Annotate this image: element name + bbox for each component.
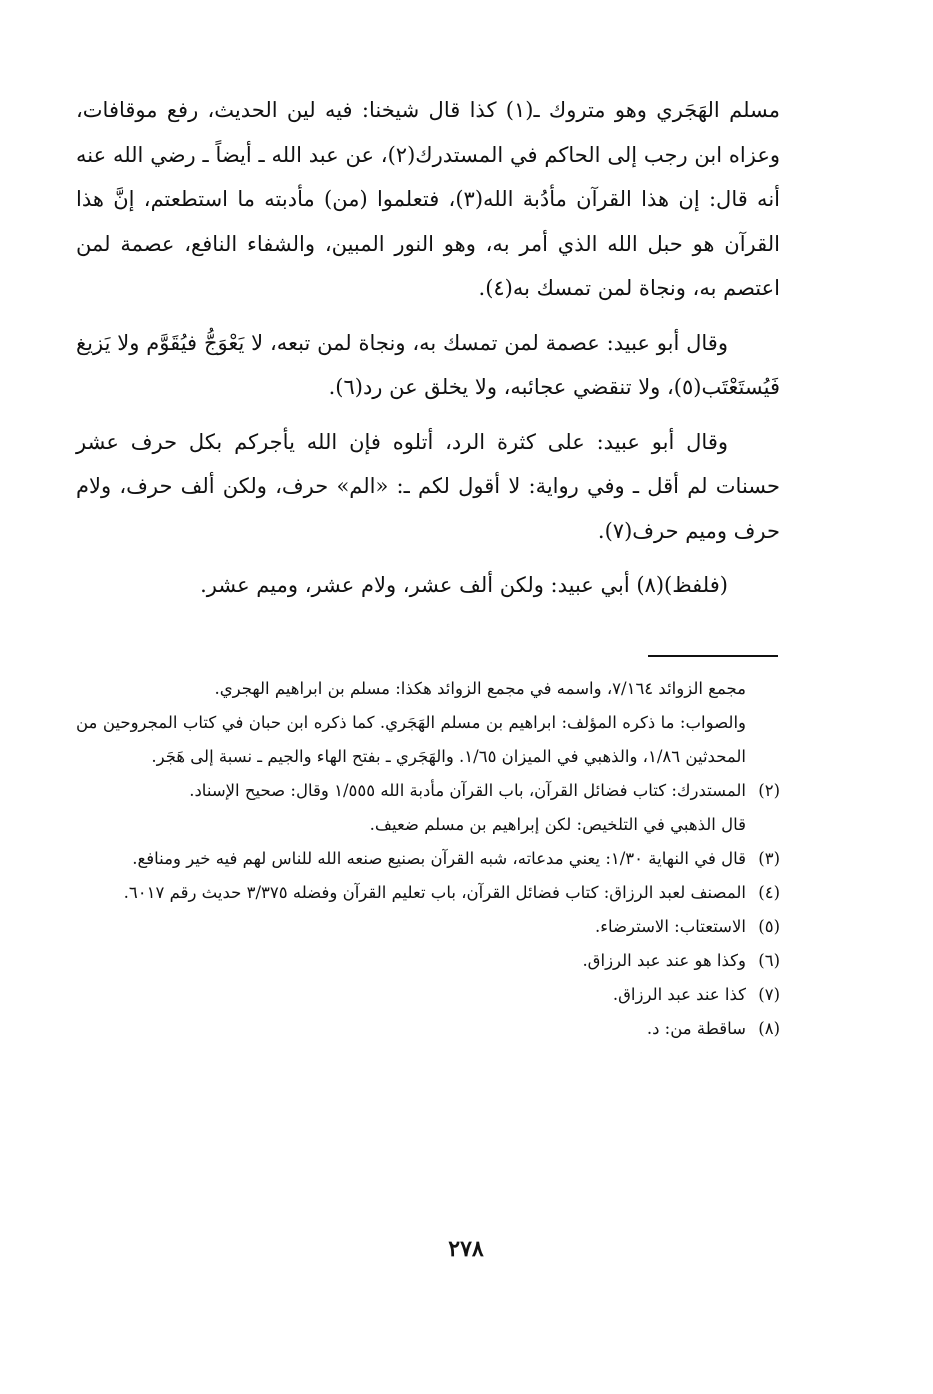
footnote-number: (٥) <box>758 917 780 936</box>
footnotes <box>76 672 780 1046</box>
paragraph-1: مسلم الهَجَري وهو متروك ـ(١) كذا قال شيخنا: فيه لين الحديث، رفع موقافات، وعزاه ابن رجب إلى الحاكم في المستدرك(٢)، عن عبد الله ـ أيضاً ـ رضي الله عنه أنه قال: إن هذا القرآن مأدُبة الله(٣)، فتعلموا (من) مأدبته ما استطعتم، إنَّ هذا القرآن هو حبل الله الذي أمر به، وهو النور المبين، والشفاء النافع، عصمة لمن اعتصم به، ونجاة لمن تمسك به(٤). <box>76 98 780 300</box>
footnote-line: الاستعتاب: الاسترضاء. <box>594 917 746 936</box>
footnote-number: (٤) <box>758 883 780 902</box>
footnote-line: قال في النهاية ١/٣٠: يعني مدعاته، شبه القرآن بصنيع صنعه الله للناس لهم فيه خير ومنافع. <box>132 849 746 868</box>
footnote-number: (٨) <box>758 1019 780 1038</box>
paragraph-2: وقال أبو عبيد: عصمة لمن تمسك به، ونجاة لمن تبعه، لا يَعْوَجُّ فيُقَوَّم ولا يَزيغ فَيُستَعْتَب(٥)، ولا تنقضي عجائبه، ولا يخلق عن رد(٦). <box>76 330 780 399</box>
footnote-7 <box>76 978 780 1012</box>
footnote-4 <box>76 876 780 910</box>
footnote-8 <box>76 1012 780 1046</box>
paragraph-4: (فلفظ)(٨) أبي عبيد: ولكن ألف عشر، ولام عشر، وميم عشر. <box>200 573 728 597</box>
footnote-number: (٧) <box>758 985 780 1004</box>
footnote-line: قال الذهبي في التلخيص: لكن إبراهيم بن مسلم ضعيف. <box>369 815 746 834</box>
footnote-divider <box>648 655 778 657</box>
footnote-number: (٣) <box>758 849 780 868</box>
footnote-line: مجمع الزوائد ٧/١٦٤، واسمه في مجمع الزوائد هكذا: مسلم بن ابراهيم الهجري. <box>214 679 746 698</box>
footnote-5 <box>76 910 780 944</box>
footnote-line: كذا عند عبد الرزاق. <box>612 985 746 1004</box>
footnote-line: المستدرك: كتاب فضائل القرآن، باب القرآن مأدبة الله ١/٥٥٥ وقال: صحيح الإسناد. <box>189 781 746 800</box>
footnote-3 <box>76 842 780 876</box>
footnote-number: (٦) <box>758 951 780 970</box>
footnote-line: والصواب: ما ذكره المؤلف: ابراهيم بن مسلم الهَجَري. كما ذكره ابن حبان في كتاب المجروحين من المحدثين ١/٨٦، والذهبي في الميزان ١/٦٥. والهَجَري ـ بفتح الهاء والجيم ـ نسبة إلى هَجَر. <box>76 713 746 766</box>
footnote-1 <box>76 672 780 774</box>
footnote-number <box>746 672 780 774</box>
footnote-line: وكذا هو عند عبد الرزاق. <box>582 951 746 970</box>
footnote-6 <box>76 944 780 978</box>
main-text <box>76 88 780 608</box>
paragraph-3: وقال أبو عبيد: على كثرة الرد، أتلوه فإن الله يأجركم بكل حرف عشر حسنات لم أقل ـ وفي رواية: لا أقول لكم ـ: «الم» حرف، ولكن ألف حرف، ولام حرف وميم حرف(٧). <box>76 429 780 543</box>
footnote-2 <box>76 774 780 842</box>
footnote-number: (٢) <box>758 781 780 800</box>
footnote-line: المصنف لعبد الرزاق: كتاب فضائل القرآن، باب تعليم القرآن وفضله ٣/٣٧٥ حديث رقم ٦٠١٧. <box>123 883 746 902</box>
page-number: ٢٧٨ <box>448 1236 484 1262</box>
footnote-line: ساقطة من: د. <box>646 1019 746 1038</box>
